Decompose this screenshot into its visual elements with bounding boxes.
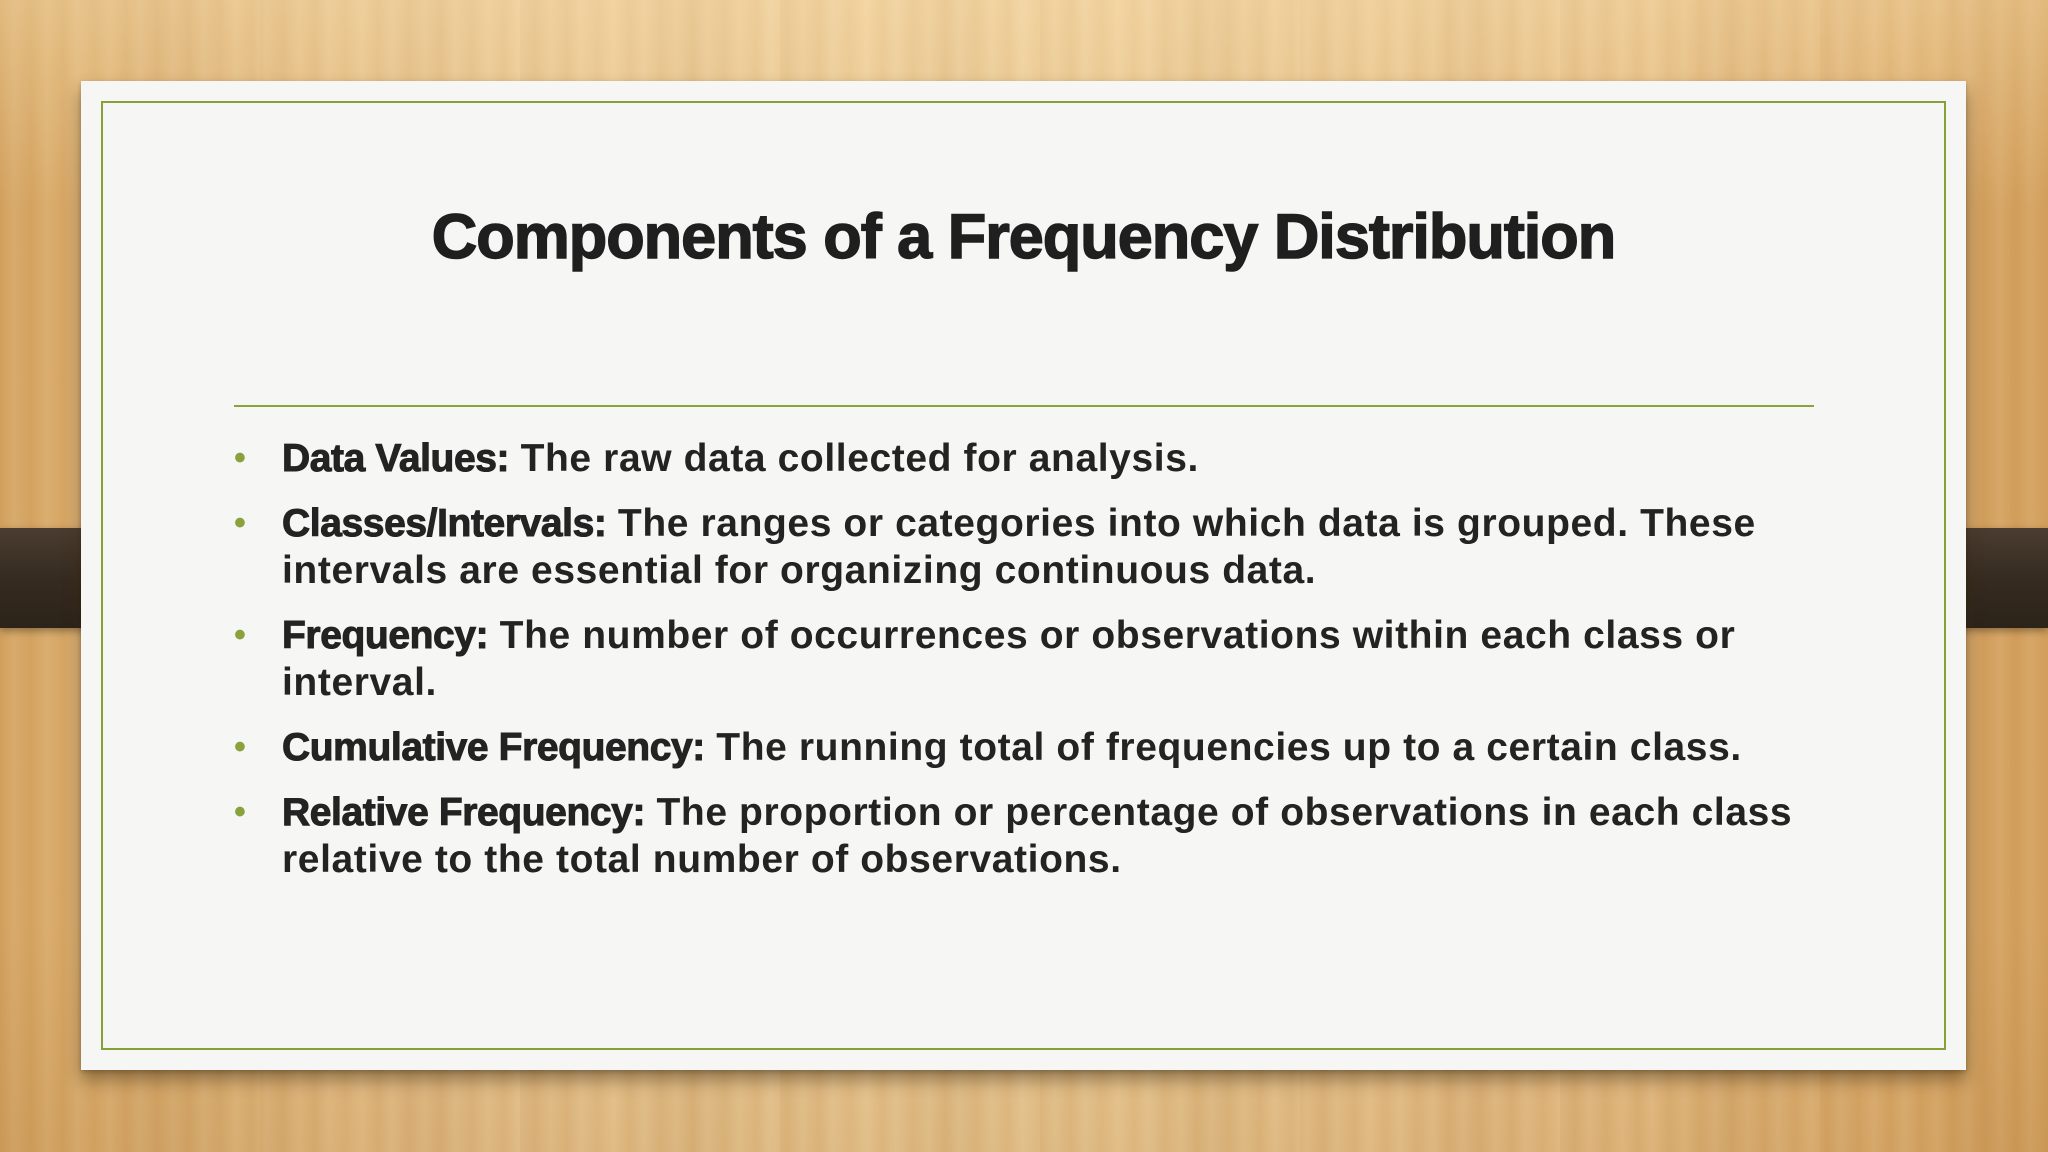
bullet-icon: • — [234, 793, 247, 831]
bullet-icon: • — [234, 616, 247, 654]
bullet-item-data-values — [234, 435, 1894, 482]
slide-card — [81, 81, 1966, 1070]
bullet-term: Frequency: — [282, 614, 489, 657]
bullet-text: The ranges or categories into which data is grouped. These intervals are essential for organizing continuous data. — [282, 502, 1756, 592]
bullet-item-relative-frequency — [234, 789, 1894, 883]
bullet-text: The number of occurrences or observations within each class or interval. — [282, 614, 1736, 704]
bullet-term: Cumulative Frequency: — [282, 726, 705, 769]
bullet-list — [234, 435, 1894, 901]
bullet-term: Relative Frequency: — [282, 791, 646, 834]
bullet-icon: • — [234, 728, 247, 766]
bullet-item-cumulative-frequency — [234, 724, 1894, 771]
bullet-item-classes-intervals — [234, 500, 1894, 594]
slide-title: Components of a Frequency Distribution — [431, 202, 1616, 272]
bullet-icon: • — [234, 504, 247, 542]
bullet-term: Data Values: — [282, 437, 510, 480]
bullet-term: Classes/Intervals: — [282, 502, 607, 545]
bullet-text: The running total of frequencies up to a certain class. — [704, 726, 1742, 769]
bullet-text: The raw data collected for analysis. — [509, 437, 1199, 480]
bullet-item-frequency — [234, 612, 1894, 706]
title-divider — [234, 405, 1814, 407]
bullet-text: The proportion or percentage of observations in each class relative to the total number of observations. — [282, 791, 1793, 881]
bullet-icon: • — [234, 439, 247, 477]
